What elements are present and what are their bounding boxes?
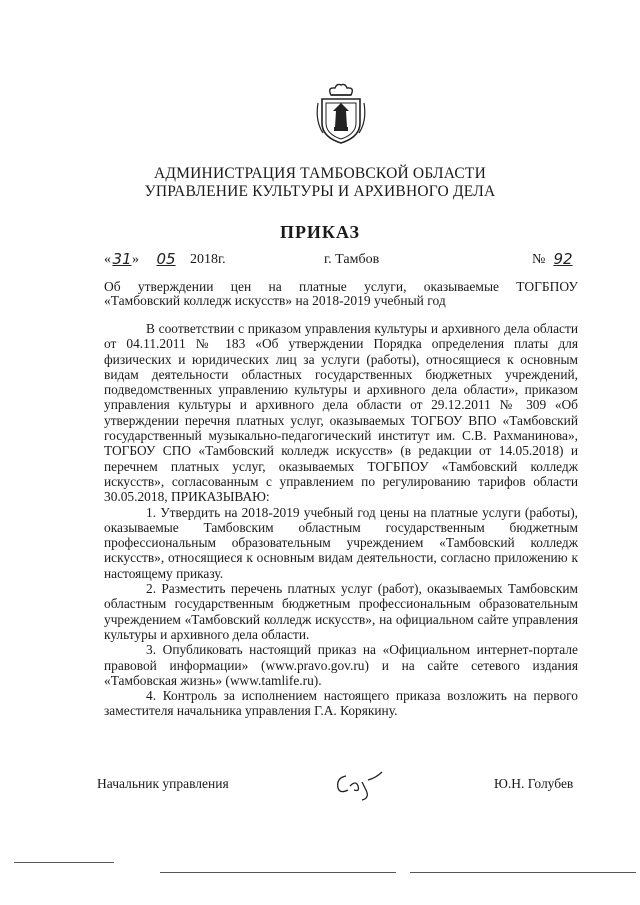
body-paragraph: В соответствии с приказом управления культуры и архивного дела области от 04.11.2011 № 183 «Об утверждении Порядка определения платы для физических и юридических лиц за услуги (работы), относящиеся к основным видам деятельности областных государственных бюджетных учреждений, подведомственных управлению культуры и архивного дела области», приказом управления культуры и архивного дела области от 29.12.2011 № 309 «Об утверждении перечня платных услуг, оказываемых ТОГБОУ ВПО «Тамбовский государственный музыкально-педагогический институт им. С.В. Рахманинова», ТОГБОУ СПО «Тамбовский колледж искусств» (в редакции от 14.05.2018) и перечнем платных услуг, оказываемых ТОГБПОУ «Тамбовский колледж искусств», согласованным с управлением по регулированию тарифов области 30.05.2018, ПРИКАЗЫВАЮ:: [104, 321, 578, 505]
document-number: 92: [553, 250, 573, 268]
date-open-quote: «: [104, 252, 111, 267]
date-day: 31: [112, 250, 132, 268]
body-paragraph: 3. Опубликовать настоящий приказ на «Официальном интернет-портале правовой информации» (www.pravo.gov.ru) и на сайте сетевого издания «Тамбовская жизнь» (www.tamlife.ru).: [104, 642, 578, 688]
organization-line-1: АДМИНИСТРАЦИЯ ТАМБОВСКОЙ ОБЛАСТИ: [154, 165, 486, 182]
scan-edge-line: [14, 862, 114, 863]
date-line: [104, 252, 578, 272]
signatory-name: Ю.Н. Голубев: [494, 776, 574, 791]
signatory-position: Начальник управления: [97, 776, 229, 791]
scan-edge-line: [160, 872, 396, 873]
handwritten-signature: [332, 768, 384, 802]
subject-line-2: «Тамбовский колледж искусств» на 2018-2019 учебный год: [104, 293, 446, 308]
organization-line-2: УПРАВЛЕНИЕ КУЛЬТУРЫ И АРХИВНОГО ДЕЛА: [144, 183, 496, 200]
date-year: 2018г.: [190, 252, 226, 267]
subject: [104, 280, 578, 308]
coat-of-arms-icon: [313, 83, 369, 147]
date-close-quote: »: [132, 252, 139, 267]
subject-line-1: Об утверждении цен на платные услуги, оказываемые ТОГБПОУ: [104, 279, 578, 294]
number-label: №: [532, 252, 546, 267]
body-paragraph: 1. Утвердить на 2018-2019 учебный год цены на платные услуги (работы), оказываемые Тамбовским областным государственным бюджетным профессиональным образовательным учреждением «Тамбовский колледж искусств», относящиеся к основным видам деятельности, согласно приложению к настоящему приказу.: [104, 504, 578, 581]
body-paragraph: 4. Контроль за исполнением настоящего приказа возложить на первого заместителя начальника управления Г.А. Корякину.: [104, 688, 578, 719]
document-title: ПРИКАЗ: [279, 222, 361, 242]
body-paragraph: 2. Разместить перечень платных услуг (работ), оказываемых Тамбовским областным государственным бюджетным профессиональным образовательным учреждением «Тамбовский колледж искусств», на официальном сайте управления культуры и архивного дела области.: [104, 581, 578, 642]
date-month: 05: [156, 250, 176, 268]
scan-edge-line: [410, 872, 636, 873]
city: г. Тамбов: [324, 252, 380, 267]
document-body: [104, 321, 578, 719]
